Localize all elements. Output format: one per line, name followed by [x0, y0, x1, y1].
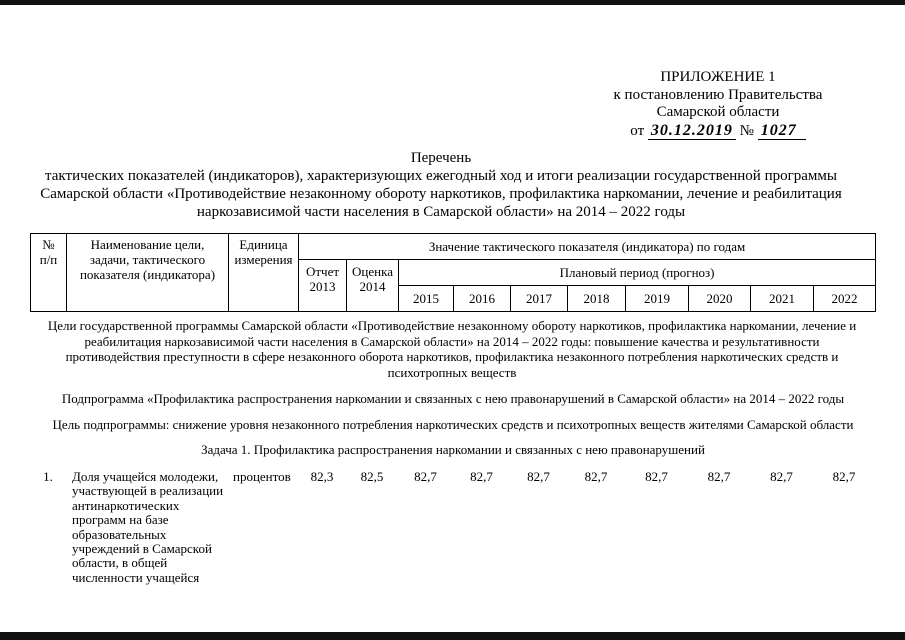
header-report-cell — [299, 260, 347, 312]
header-row-1 — [31, 234, 876, 260]
header-name-cell — [67, 234, 229, 312]
row-name-line: численности учащейся — [72, 569, 200, 585]
row-indicator-name — [66, 470, 228, 585]
row-value-2017: 82,7 — [527, 469, 550, 484]
subprogram-task: Задача 1. Профилактика распространения наркомании и связанных с нею правонарушений — [201, 442, 705, 457]
appendix-decree-line: к постановлению Правительства — [613, 86, 823, 103]
program-goals — [0, 318, 904, 380]
number-prefix: № — [739, 122, 754, 139]
table-row — [30, 470, 875, 585]
row-name-line: образовательных — [72, 526, 167, 542]
row-value-2019: 82,7 — [645, 469, 668, 484]
scan-edge-top — [0, 0, 905, 5]
header-unit-text: Единица — [239, 237, 288, 252]
program-goals-line: противодействия преступности в сфере незаконного оборота наркотиков, профилактика незаконного потребления наркотических средств и — [65, 349, 839, 364]
row-value-2020: 82,7 — [707, 469, 731, 484]
header-year: 2017 — [511, 286, 568, 312]
row-name-line: Доля учащейся молодежи, — [72, 469, 219, 484]
subprogram-title: Подпрограмма «Профилактика распространения наркомании и связанных с нею правонарушений в Самарской области» на 2014 – 2022 годы — [61, 391, 845, 406]
row-value-2022: 82,7 — [832, 469, 856, 484]
title-line: наркозависимой части населения в Самарской области» на 2014 – 2022 годы — [196, 204, 686, 220]
appendix-date-line — [588, 122, 848, 141]
title-line: Самарской области «Противодействие незаконному обороту наркотиков, профилактика наркомании, лечение и реабилитация — [40, 186, 842, 202]
row-name-line: программ на базе — [72, 512, 169, 528]
scan-edge-bottom — [0, 632, 905, 640]
indicators-table-body — [30, 470, 875, 585]
header-name-text: показателя (индикатора) — [79, 267, 216, 282]
row-name-line: учреждений в Самарской — [72, 541, 212, 557]
header-number-cell — [31, 234, 67, 312]
header-report-text: Отчет — [305, 264, 340, 279]
header-name-text: задачи, тактического — [89, 252, 206, 267]
row-value-2018: 82,7 — [584, 469, 608, 484]
row-value-2015: 82,7 — [414, 469, 437, 484]
header-year: 2022 — [814, 286, 876, 312]
appendix-block — [588, 69, 848, 140]
appendix-title: ПРИЛОЖЕНИЕ 1 — [660, 69, 776, 85]
header-year: 2021 — [751, 286, 814, 312]
header-number-text: п/п — [39, 252, 58, 267]
header-year: 2016 — [454, 286, 511, 312]
header-estimate-year: 2014 — [359, 279, 386, 294]
row-name-line: области, в общей — [72, 555, 168, 571]
row-number: 1. — [43, 469, 53, 484]
row-value-2014: 82,5 — [360, 469, 384, 484]
title-line: тактических показателей (индикаторов), характеризующих ежегодный ход и итоги реализации государственной программы — [45, 168, 837, 184]
indicators-table-header — [30, 233, 876, 312]
row-value-2013: 82,3 — [310, 469, 334, 484]
row-name-line: антинаркотических — [72, 497, 180, 513]
header-year: 2015 — [399, 286, 454, 312]
header-estimate-cell — [347, 260, 399, 312]
handwritten-date: 30.12.2019 — [648, 122, 736, 140]
row-value-2021: 82,7 — [770, 469, 793, 484]
header-planned-group: Плановый период (прогноз) — [399, 260, 876, 286]
document-title — [0, 149, 882, 221]
header-unit-cell — [229, 234, 299, 312]
header-number-text: № — [42, 237, 55, 252]
header-year: 2020 — [689, 286, 751, 312]
subprogram-goal: Цель подпрограммы: снижение уровня незаконного потребления наркотических средств и психотропных веществ жителями Самарской области — [52, 417, 854, 432]
date-prefix: от — [630, 122, 645, 139]
program-goals-line: Цели государственной программы Самарской области «Противодействие незаконному обороту наркотиков, профилактика наркомании, лечение и — [47, 318, 857, 333]
handwritten-number: 1027 — [758, 122, 806, 140]
row-unit: процентов — [233, 469, 291, 484]
header-year: 2018 — [568, 286, 626, 312]
row-value-2016: 82,7 — [470, 469, 493, 484]
row-name-line: участвующей в реализации — [72, 483, 224, 499]
header-unit-text: измерения — [234, 252, 293, 267]
header-year: 2019 — [626, 286, 689, 312]
header-estimate-text: Оценка — [352, 264, 393, 279]
header-values-group: Значение тактического показателя (индикатора) по годам — [299, 234, 876, 260]
header-name-text: Наименование цели, — [90, 237, 205, 252]
appendix-region-line: Самарской области — [656, 104, 780, 120]
program-goals-line: психотропных веществ — [387, 364, 517, 380]
title-heading: Перечень — [410, 150, 472, 166]
program-goals-line: реабилитация наркозависимой части населения в Самарской области» на 2014 – 2022 годы: повышение качества и результативности — [84, 333, 820, 349]
header-report-year: 2013 — [309, 279, 336, 294]
